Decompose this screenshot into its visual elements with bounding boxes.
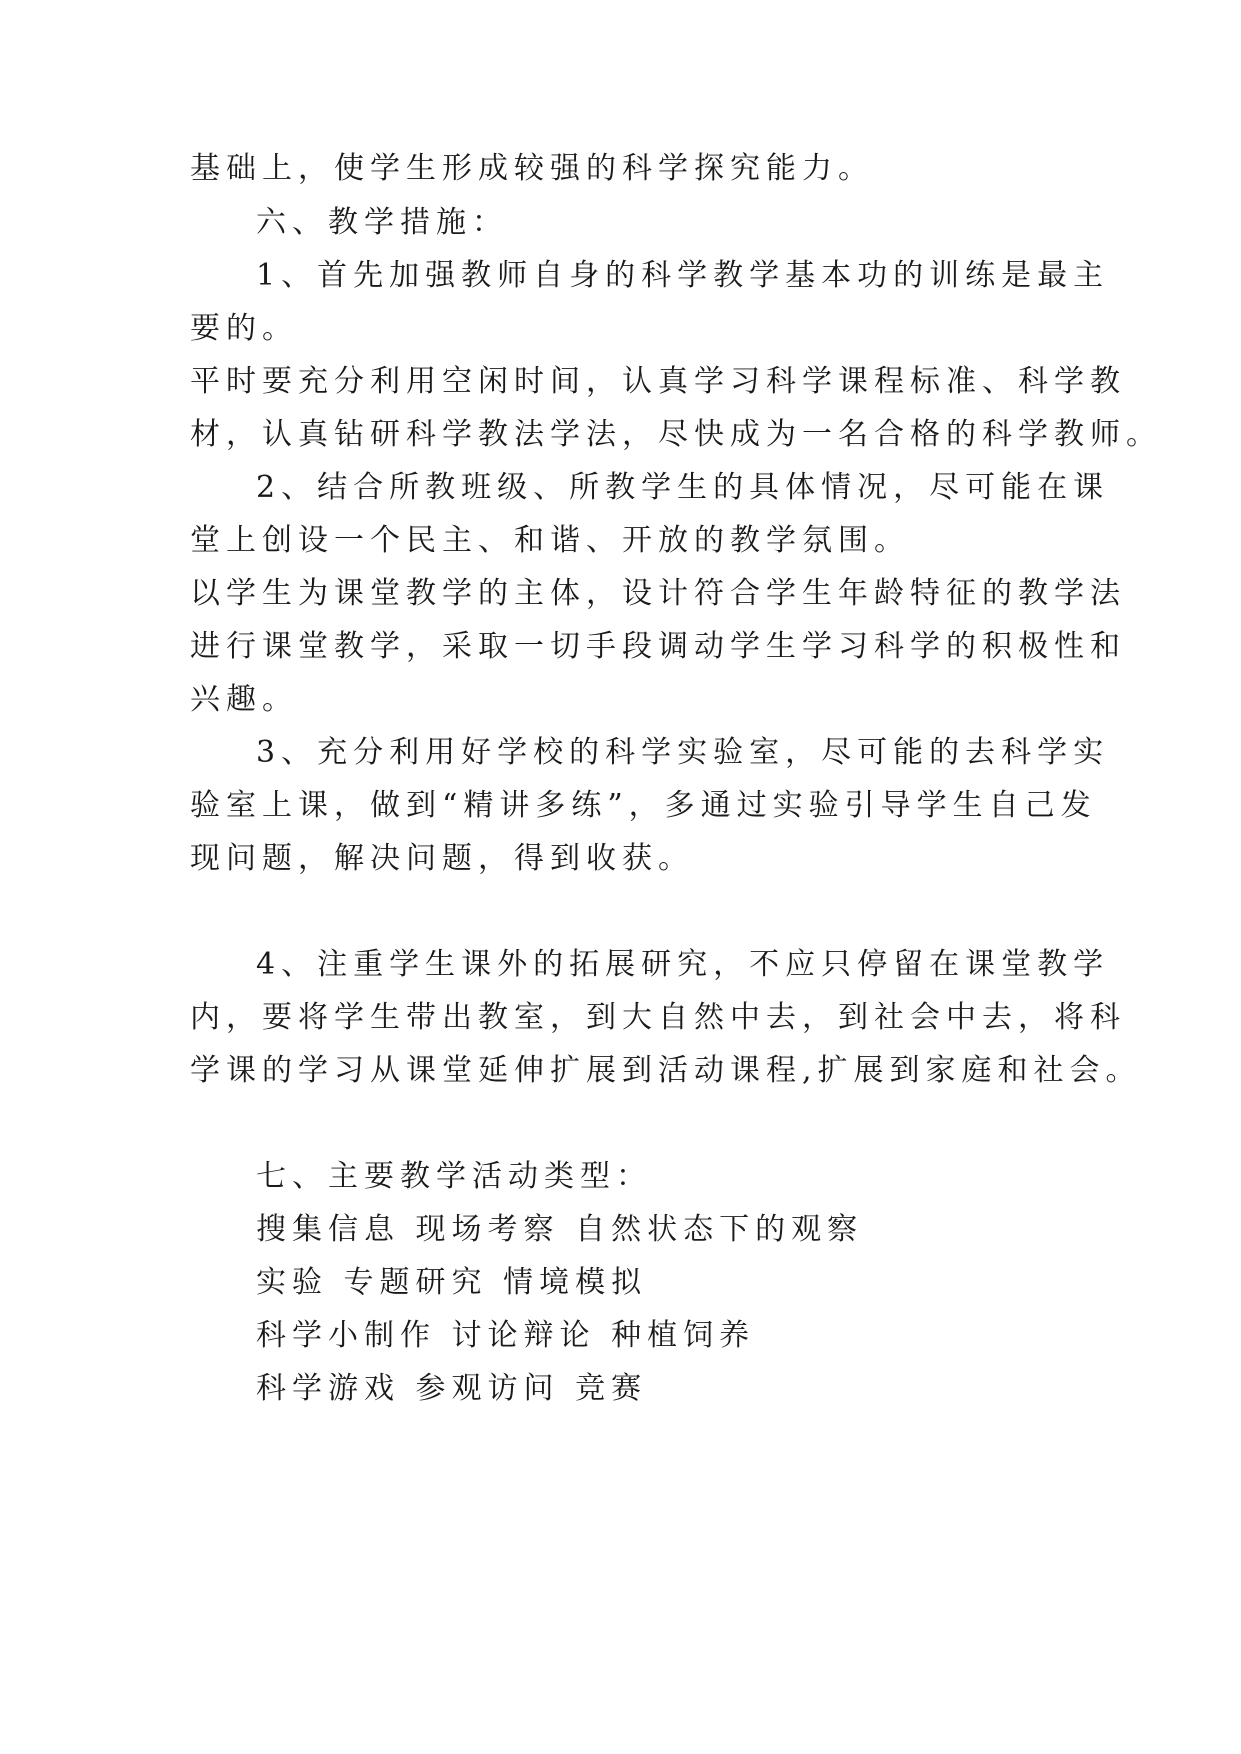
paragraph-line: 进行课堂教学，采取一切手段调动学生学习科学的积极性和: [190, 629, 1126, 664]
paragraph-line: 1、首先加强教师自身的科学教学基本功的训练是最主: [256, 258, 1110, 293]
paragraph-line: 学课的学习从课堂延伸扩展到活动课程,扩展到家庭和社会。: [190, 1053, 1142, 1088]
paragraph-line: 4、注重学生课外的拓展研究，不应只停留在课堂教学: [256, 947, 1110, 982]
paragraph-line: 兴趣。: [190, 682, 298, 717]
paragraph-line: 现问题，解决问题，得到收获。: [190, 841, 694, 876]
activity-list-line: 科学小制作 讨论辩论 种植饲养: [256, 1318, 756, 1353]
paragraph-line: 2、结合所教班级、所教学生的具体情况，尽可能在课: [256, 470, 1110, 505]
activity-list-line: 实验 专题研究 情境模拟: [256, 1265, 648, 1300]
paragraph-line: 材，认真钻研科学教法学法，尽快成为一名合格的科学教师。: [190, 417, 1162, 452]
paragraph-line: 3、充分利用好学校的科学实验室，尽可能的去科学实: [256, 735, 1110, 770]
paragraph-line: 内，要将学生带出教室，到大自然中去，到社会中去，将科: [190, 1000, 1126, 1035]
paragraph-line: 验室上课，做到“精讲多练”，多通过实验引导学生自己发: [190, 788, 1097, 823]
paragraph-line: 要的。: [190, 311, 298, 346]
section-heading-activity-types: 七、主要教学活动类型：: [256, 1159, 652, 1194]
paragraph-line: 基础上，使学生形成较强的科学探究能力。: [190, 151, 874, 186]
activity-list-line: 科学游戏 参观访问 竞赛: [256, 1371, 648, 1406]
activity-list-line: 搜集信息 现场考察 自然状态下的观察: [256, 1212, 864, 1247]
paragraph-line: 平时要充分利用空闲时间，认真学习科学课程标准、科学教: [190, 364, 1126, 399]
section-heading-teaching-measures: 六、教学措施：: [256, 205, 508, 240]
paragraph-line: 堂上创设一个民主、和谐、开放的教学氛围。: [190, 523, 910, 558]
paragraph-line: 以学生为课堂教学的主体，设计符合学生年龄特征的教学法: [190, 576, 1126, 611]
